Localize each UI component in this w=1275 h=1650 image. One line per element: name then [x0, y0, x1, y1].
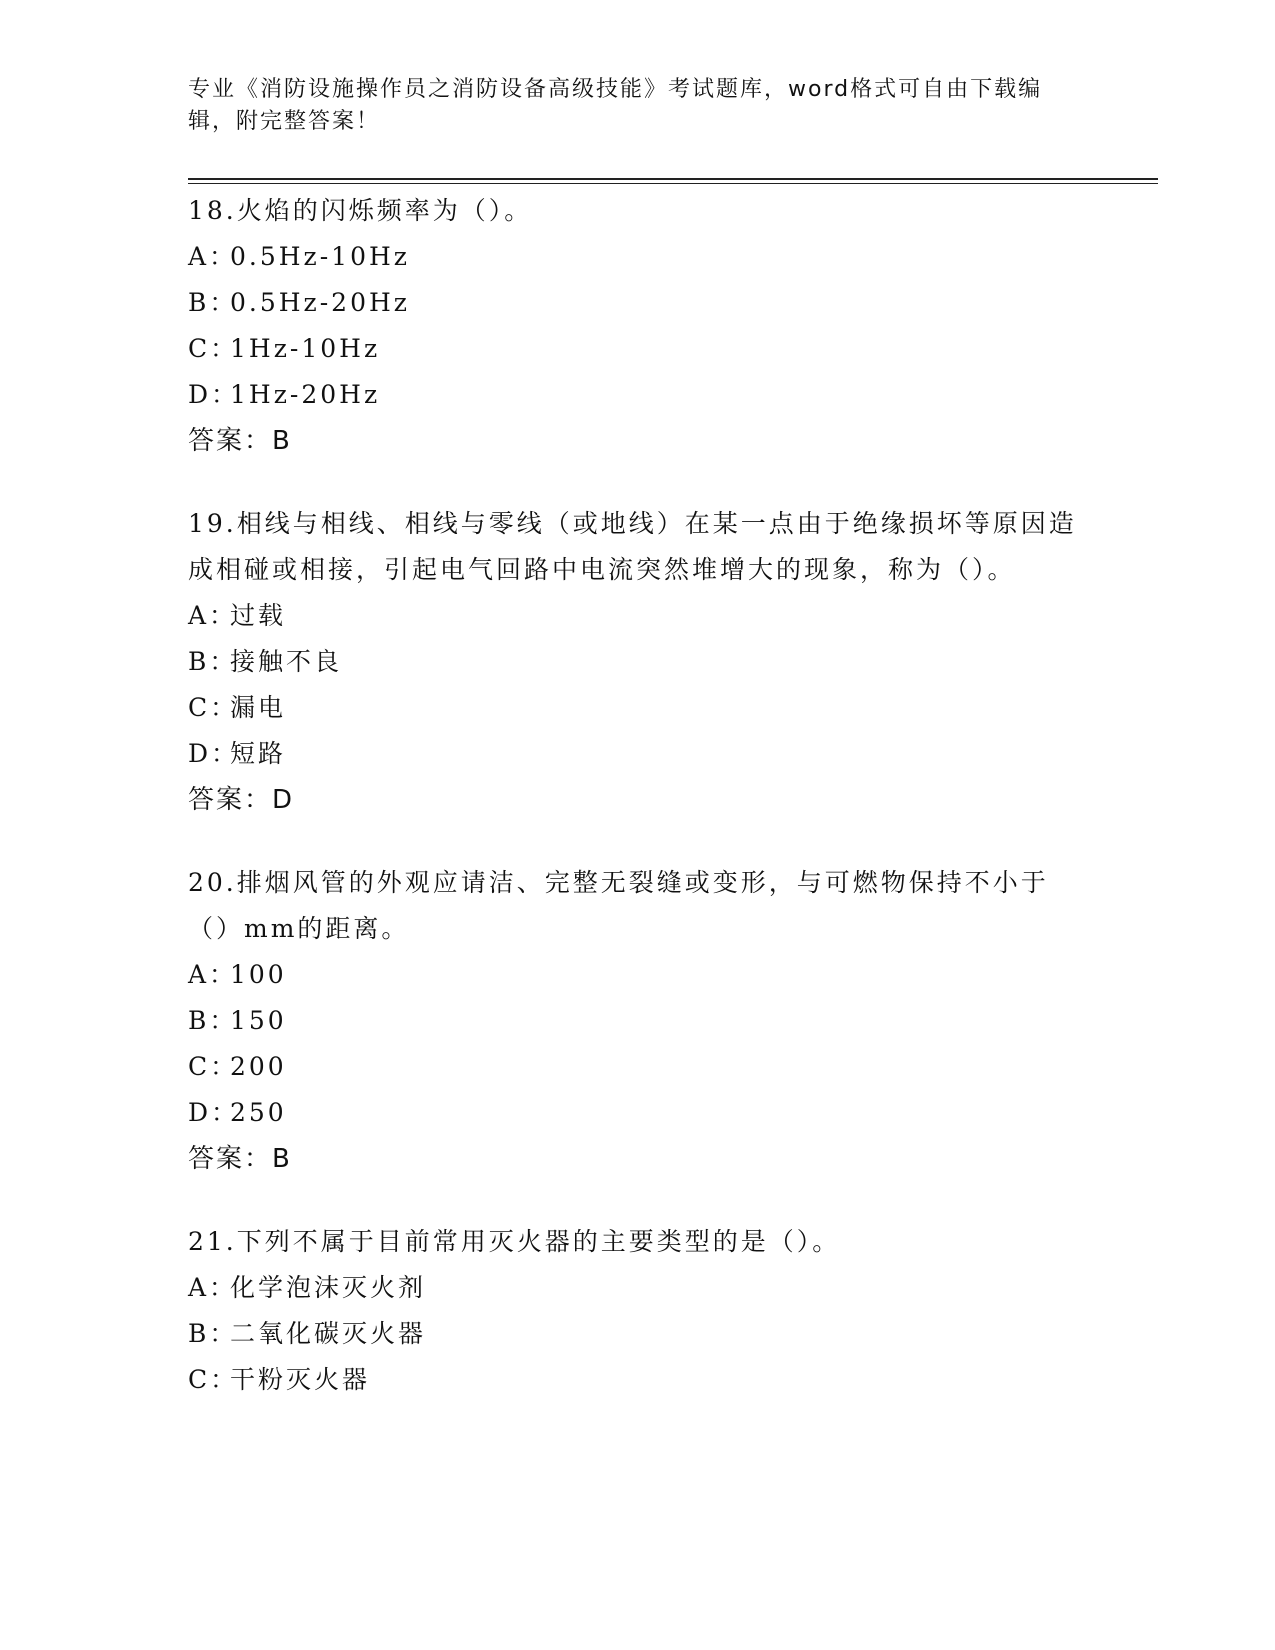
option-a: [188, 952, 1088, 998]
option-text: 100: [230, 960, 287, 989]
option-a: [188, 234, 1088, 280]
option-key: B：: [188, 1006, 238, 1035]
option-b: [188, 1311, 1088, 1357]
option-text: 漏电: [230, 693, 287, 722]
option-text: 0.5Hz-10Hz: [230, 242, 410, 271]
option-d: [188, 1090, 1088, 1136]
option-key: C：: [188, 1365, 239, 1394]
question-text: 相线与相线、相线与零线（或地线）在某一点由于绝缘损坏等原因造成相碰或相接，引起电气回路中电流突然堆增大的现象，称为（）。: [188, 509, 1077, 584]
option-key: B：: [188, 1319, 238, 1348]
option-a: [188, 1265, 1088, 1311]
option-text: 1Hz-10Hz: [230, 334, 381, 363]
question-text: 排烟风管的外观应请洁、完整无裂缝或变形，与可燃物保持不小于（）mm的距离。: [188, 868, 1049, 943]
question-number: 18.: [188, 196, 237, 225]
option-key: C：: [188, 334, 239, 363]
header-divider-thin: [188, 183, 1158, 184]
option-c: [188, 685, 1088, 731]
question-20: [188, 860, 1088, 1182]
question-text: 火焰的闪烁频率为（）。: [236, 196, 533, 225]
question-text: 下列不属于目前常用灭火器的主要类型的是（）。: [236, 1227, 841, 1256]
option-text: 化学泡沫灭火剂: [230, 1273, 427, 1302]
option-text: 250: [230, 1098, 287, 1127]
option-key: D：: [188, 380, 240, 409]
question-number: 19.: [188, 509, 237, 538]
option-key: A：: [188, 1273, 238, 1302]
option-text: 150: [230, 1006, 287, 1035]
option-text: 200: [230, 1052, 287, 1081]
header-divider-thick: [188, 178, 1158, 180]
option-key: A：: [188, 601, 238, 630]
option-key: A：: [188, 242, 238, 271]
question-number: 21.: [188, 1227, 237, 1256]
question-stem: [188, 1219, 1088, 1265]
answer-line: 答案：B: [188, 1144, 292, 1174]
answer-line: 答案：D: [188, 785, 295, 815]
option-key: A：: [188, 960, 238, 989]
option-c: [188, 1357, 1088, 1403]
option-c: [188, 1044, 1088, 1090]
question-stem: [188, 860, 1088, 952]
document-header: 专业《消防设施操作员之消防设备高级技能》考试题库，word格式可自由下载编辑，附完整答案！: [188, 77, 1043, 134]
option-c: [188, 326, 1088, 372]
question-stem: [188, 188, 1088, 234]
question-list: [188, 188, 1088, 1440]
option-key: C：: [188, 693, 239, 722]
option-text: 1Hz-20Hz: [230, 380, 381, 409]
question-19: [188, 501, 1088, 823]
option-d: [188, 731, 1088, 777]
option-text: 干粉灭火器: [230, 1365, 371, 1394]
option-b: [188, 280, 1088, 326]
answer-line: 答案：B: [188, 426, 292, 456]
option-key: B：: [188, 288, 238, 317]
option-key: D：: [188, 739, 240, 768]
option-text: 过载: [230, 601, 287, 630]
option-key: B：: [188, 647, 238, 676]
option-text: 短路: [230, 739, 287, 768]
option-a: [188, 593, 1088, 639]
option-b: [188, 998, 1088, 1044]
question-number: 20.: [188, 868, 237, 897]
question-stem: [188, 501, 1088, 593]
option-key: D：: [188, 1098, 240, 1127]
question-18: [188, 188, 1088, 464]
option-text: 0.5Hz-20Hz: [230, 288, 410, 317]
option-text: 二氧化碳灭火器: [230, 1319, 427, 1348]
option-key: C：: [188, 1052, 239, 1081]
option-text: 接触不良: [230, 647, 343, 676]
option-b: [188, 639, 1088, 685]
question-21: [188, 1219, 1088, 1403]
option-d: [188, 372, 1088, 418]
